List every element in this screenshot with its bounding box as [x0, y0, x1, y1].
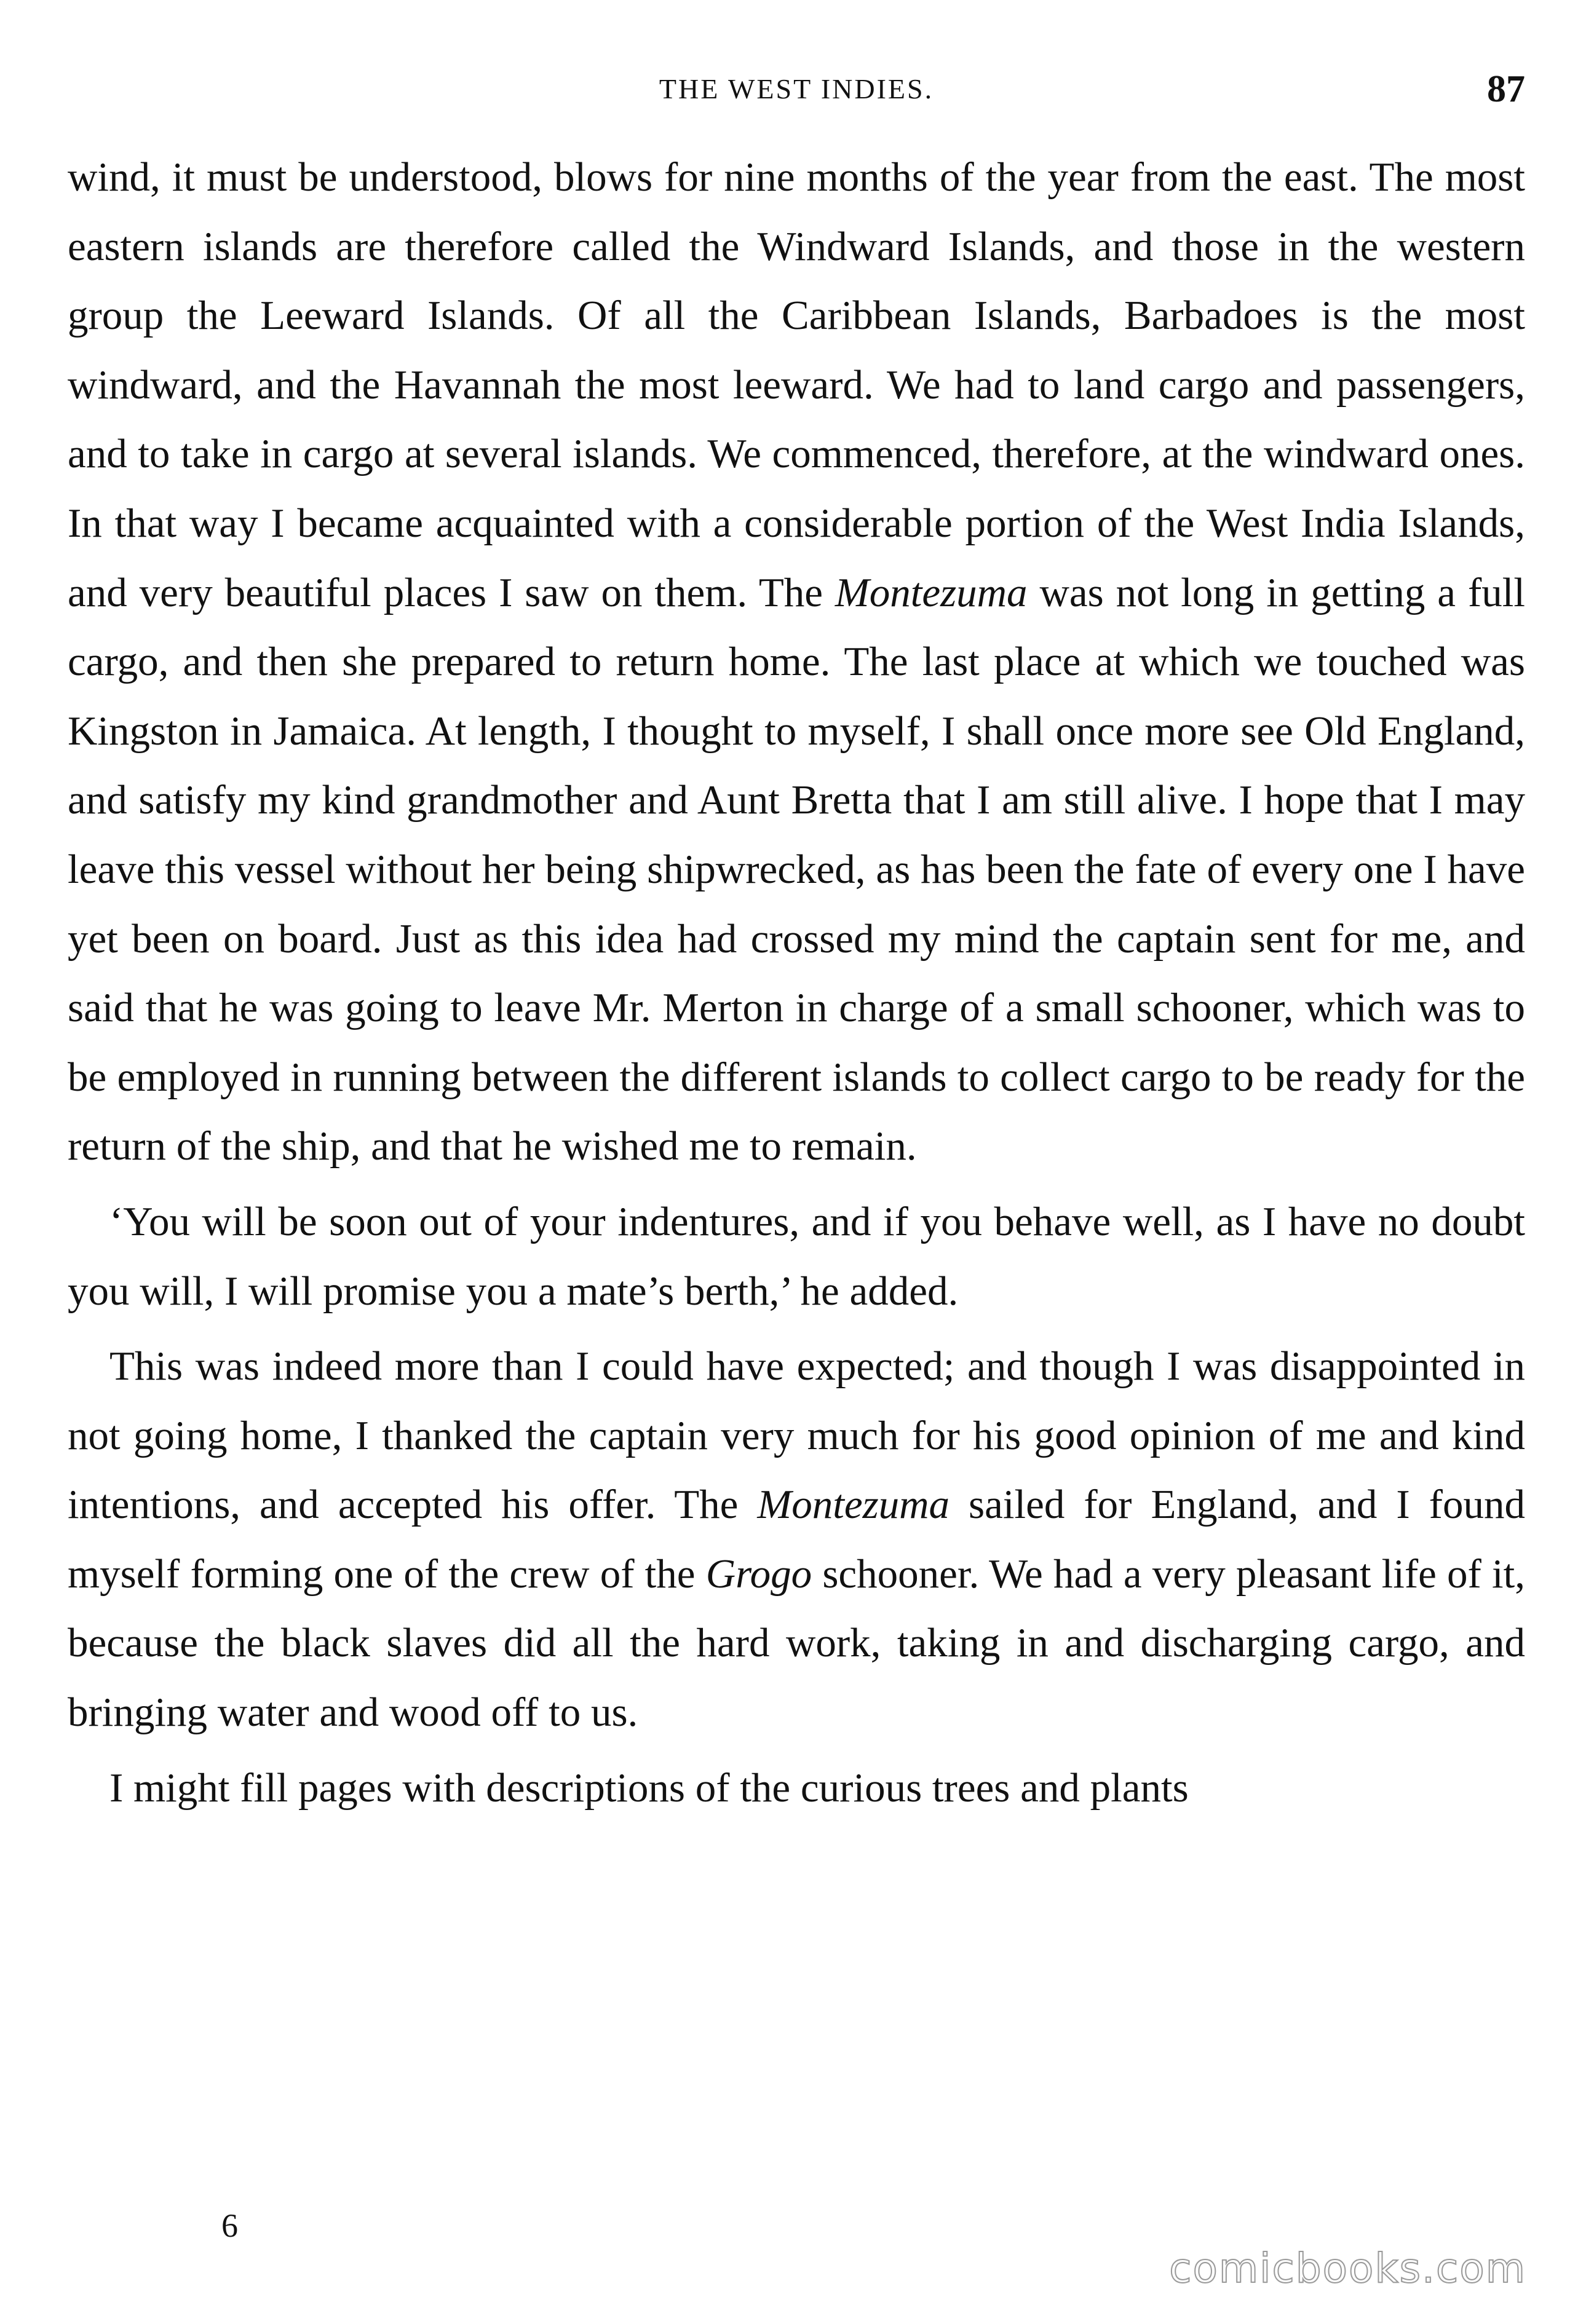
page-header [68, 61, 1525, 117]
watermark-logo: comicbooks.com [1169, 2245, 1526, 2292]
paragraph-3 [68, 1332, 1525, 1747]
paragraph-3-text-1: This was indeed more than I could have expected; and though I was disappointed in not going home, I thanked the captain very much for his good opinion of me and kind intentions, and accepted his offer. The [68, 1343, 1525, 1528]
paragraph-4: I might fill pages with descriptions of the curious trees and plants [109, 1765, 1189, 1811]
paragraph-3-text-3: schooner. We had a very pleasant life of it, because the black slaves did all the hard work, taking in and discharging cargo, and bringing water and wood off to us. [68, 1551, 1525, 1736]
paragraph-1-text-2: was not long in getting a full cargo, and then she prepared to return home. The last place at which we touched was Kingston in Jamaica. At length, I thought to myself, I shall once more see Old England, and satisfy my kind grandmother and Aunt Bretta that I am still alive. I hope that I may leave this vessel without her being shipwrecked, as has been the fate of every one I have yet been on board. Just as this idea had crossed my mind the captain sent for me, and said that he was going to leave Mr. Merton in charge of a small schooner, which was to be employed in running between the different islands to collect cargo to be ready for the return of the ship, and that he wished me to remain. [68, 569, 1525, 1169]
signature-mark: 6 [221, 2207, 238, 2244]
page-number: 87 [1487, 68, 1525, 110]
running-head: THE WEST INDIES. [659, 73, 934, 105]
ship-name-montezuma: Montezuma [835, 569, 1028, 615]
paragraph-1-text-1: wind, it must be understood, blows for nine months of the year from the east. The most eastern islands are therefore called the Windward Islands, and those in the western group the Leeward Islands. Of all the Caribbean Islands, Barbadoes is the most windward, and the Havannah the most leeward. We had to land cargo and passengers, and to take in cargo at several islands. We commenced, therefore, at the windward ones. In that way I became acquainted with a considerable portion of the West India Islands, and very beautiful places I saw on them. The [68, 154, 1525, 615]
paragraph-2: ‘You will be soon out of your indentures, and if you behave well, as I have no doubt you will, I will promise you a mate’s berth,’ he added. [68, 1198, 1525, 1314]
paragraph-3-text-2: sailed for England, and I found myself forming one of the crew of the [68, 1482, 1525, 1597]
ship-name-grogo: Grogo [705, 1551, 812, 1597]
ship-name-montezuma: Montezuma [757, 1482, 950, 1528]
body-text [68, 143, 1525, 1822]
paragraph-1 [68, 143, 1525, 1181]
